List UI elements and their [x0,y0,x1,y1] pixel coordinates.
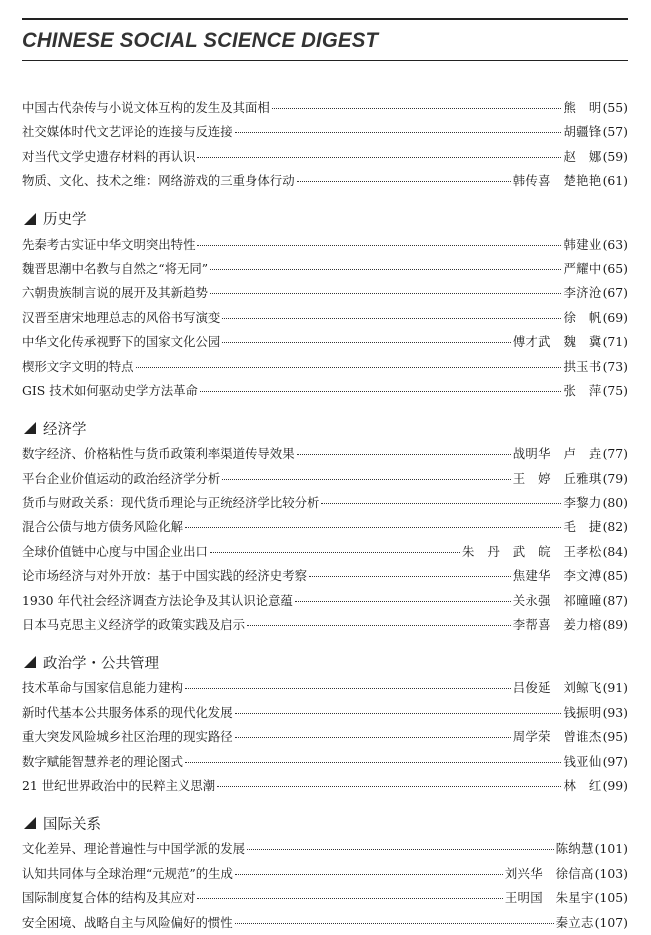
section-triangle-icon [24,656,36,668]
page-number: (95) [602,729,628,745]
toc-entry[interactable] [22,676,628,700]
toc-entry[interactable] [22,701,628,725]
dot-leader [321,503,561,504]
toc-group [22,96,628,194]
article-title: 平台企业价值运动的政治经济学分析 [22,470,221,486]
dot-leader [222,479,510,480]
toc-entry[interactable] [22,467,628,491]
article-authors: 周学荣 曾谁杰 [512,729,602,745]
article-title: 国际制度复合体的结构及其应对 [22,890,196,906]
page-number: (87) [602,592,628,608]
toc-entry[interactable] [22,281,628,305]
dot-leader [136,367,562,368]
section-title: 经济学 [43,421,87,438]
toc-entry[interactable] [22,442,628,466]
article-authors: 熊 明 [563,100,602,115]
article-title: 中华文化传承视野下的国家文化公园 [22,334,221,350]
toc-entry[interactable] [22,862,628,886]
article-authors: 拱玉书 [563,358,602,374]
page-number: (85) [602,568,628,584]
toc-entry[interactable] [22,911,628,935]
article-title: 重大突发风险城乡社区治理的现实路径 [22,729,233,745]
article-title: 全球价值链中心度与中国企业出口 [22,543,208,559]
dot-leader [247,625,511,626]
dot-leader [309,576,511,577]
article-title: 认知共同体与全球治理“元规范”的生成 [22,865,233,881]
toc-entry[interactable] [22,169,628,193]
dot-leader [185,527,561,528]
section-heading [22,651,628,673]
toc-entry[interactable] [22,120,628,144]
dot-leader [235,737,511,738]
dot-leader [235,713,562,714]
article-title: 数字经济、价格粘性与货币政策利率渠道传导效果 [22,446,295,462]
dot-leader [235,874,503,875]
dot-leader [297,181,511,182]
dot-leader [222,342,510,343]
article-authors: 钱振明 [563,704,602,720]
article-title: 文化差异、理论普遍性与中国学派的发展 [22,841,246,857]
journal-header [22,18,628,61]
dot-leader [197,157,561,158]
article-authors: 李帮喜 姜力榕 [512,617,602,633]
page-number: (57) [602,124,628,140]
section-heading [22,208,628,230]
toc-entry[interactable] [22,613,628,637]
article-authors: 陈纳慧 [555,841,594,857]
page-number: (89) [602,617,628,633]
article-title: 物质、文化、技术之维：网络游戏的三重身体行动 [22,173,295,189]
dot-leader [185,762,561,763]
dot-leader [217,786,561,787]
page-number: (80) [602,495,628,511]
section-heading [22,417,628,439]
toc-entry[interactable] [22,564,628,588]
section-triangle-icon [24,213,36,225]
article-title: 社交媒体时代文艺评论的连接与反连接 [22,124,233,140]
page-number: (55) [602,100,628,115]
page-number: (63) [602,236,628,252]
dot-leader [200,391,562,392]
dot-leader [297,454,511,455]
toc-entry[interactable] [22,774,628,798]
section-triangle-icon [24,817,36,829]
toc-entry[interactable] [22,355,628,379]
dot-leader [235,923,554,924]
article-title: 日本马克思主义经济学的政策实践及启示 [22,617,246,633]
dot-leader [272,108,562,109]
article-authors: 焦建华 李文溥 [512,568,602,584]
article-title: 对当代文学史遗存材料的再认识 [22,148,196,164]
page-number: (99) [602,777,628,793]
page-number: (97) [602,753,628,769]
article-title: 1930 年代社会经济调查方法论争及其认识论意蕴 [22,592,293,608]
toc-group [22,208,628,404]
section-title: 历史学 [43,212,87,229]
dot-leader [295,601,511,602]
article-authors: 王 婷 丘雅琪 [512,470,602,486]
toc-entry[interactable] [22,257,628,281]
article-title: 21 世纪世界政治中的民粹主义思潮 [22,777,216,793]
article-title: 汉晋至唐宋地理总志的风俗书写演变 [22,309,221,325]
toc-entry[interactable] [22,233,628,257]
article-authors: 关永强 祁曈曈 [512,592,602,608]
page-number: (105) [594,890,628,906]
header-bottom-rule [22,60,628,61]
article-authors: 朱 丹 武 皖 王孝松 [461,543,602,559]
article-authors: 胡疆锋 [563,124,602,140]
page-number: (71) [602,334,628,350]
dot-leader [210,269,561,270]
article-authors: 赵 娜 [563,148,602,164]
toc-entry[interactable] [22,750,628,774]
toc-group [22,417,628,637]
toc-entry[interactable] [22,379,628,403]
article-title: 楔形文字文明的特点 [22,358,134,374]
toc-entry[interactable] [22,145,628,169]
article-title: 魏晋思潮中名教与自然之“将无同” [22,260,209,276]
section-heading [22,812,628,834]
dot-leader [247,849,554,850]
page-number: (93) [602,704,628,720]
dot-leader [197,245,561,246]
toc-entry[interactable] [22,540,628,564]
page-number: (67) [602,285,628,301]
article-authors: 李济沧 [563,285,602,301]
toc-entry[interactable] [22,589,628,613]
article-authors: 钱亚仙 [563,753,602,769]
dot-leader [210,293,562,294]
article-authors: 严耀中 [563,260,602,276]
section-triangle-icon [24,422,36,434]
section-title: 国际关系 [43,816,101,833]
article-authors: 秦立志 [555,914,594,930]
page-number: (107) [594,914,628,930]
page-number: (73) [602,358,628,374]
page-number: (61) [602,173,628,189]
article-title: 混合公债与地方债务风险化解 [22,519,184,535]
article-authors: 刘兴华 徐信高 [504,865,594,881]
article-authors: 韩建业 [563,236,602,252]
article-title: 论市场经济与对外开放：基于中国实践的经济史考察 [22,568,307,584]
page-number: (77) [602,446,628,462]
toc-entry[interactable] [22,330,628,354]
toc-group [22,812,628,935]
page-number: (65) [602,260,628,276]
article-authors: 傅才武 魏 冀 [512,334,602,350]
page-number: (69) [602,309,628,325]
page-number: (84) [602,543,628,559]
section-title: 政治学・公共管理 [43,655,159,672]
page-number: (82) [602,519,628,535]
article-title: GIS 技术如何驱动史学方法革命 [22,382,198,398]
article-authors: 韩传喜 楚艳艳 [512,173,602,189]
article-title: 数字赋能智慧养老的理论图式 [22,753,184,769]
journal-title: CHINESE SOCIAL SCIENCE DIGEST [22,29,379,52]
page-number: (75) [602,382,628,398]
article-authors: 毛 捷 [563,519,602,535]
dot-leader [197,898,502,899]
article-authors: 徐 帆 [563,309,602,325]
dot-leader [222,318,561,319]
toc-entry[interactable] [22,725,628,749]
toc-entry[interactable] [22,886,628,910]
dot-leader [210,552,460,553]
page-number: (101) [594,841,628,857]
page-number: (103) [594,865,628,881]
article-authors: 王明国 朱星宇 [504,890,594,906]
article-authors: 林 红 [563,777,602,793]
article-authors: 吕俊延 刘鲸飞 [512,680,602,696]
article-title: 六朝贵族制言说的展开及其新趋势 [22,285,208,301]
toc-entry[interactable] [22,96,628,120]
dot-leader [185,688,511,689]
article-title: 技术革命与国家信息能力建构 [22,680,184,696]
page-number: (91) [602,680,628,696]
toc-entry[interactable] [22,491,628,515]
table-of-contents [22,96,628,935]
article-title: 先秦考古实证中华文明突出特性 [22,236,196,252]
article-title: 中国古代杂传与小说文体互构的发生及其面相 [22,100,270,115]
toc-entry[interactable] [22,515,628,539]
page-number: (79) [602,470,628,486]
article-title: 货币与财政关系：现代货币理论与正统经济学比较分析 [22,495,320,511]
toc-group [22,651,628,798]
dot-leader [235,132,562,133]
toc-entry[interactable] [22,837,628,861]
page-number: (59) [602,148,628,164]
article-authors: 李黎力 [563,495,602,511]
toc-entry[interactable] [22,306,628,330]
article-title: 新时代基本公共服务体系的现代化发展 [22,704,233,720]
article-authors: 战明华 卢 垚 [512,446,602,462]
article-authors: 张 萍 [563,382,602,398]
article-title: 安全困境、战略自主与风险偏好的惯性 [22,914,233,930]
